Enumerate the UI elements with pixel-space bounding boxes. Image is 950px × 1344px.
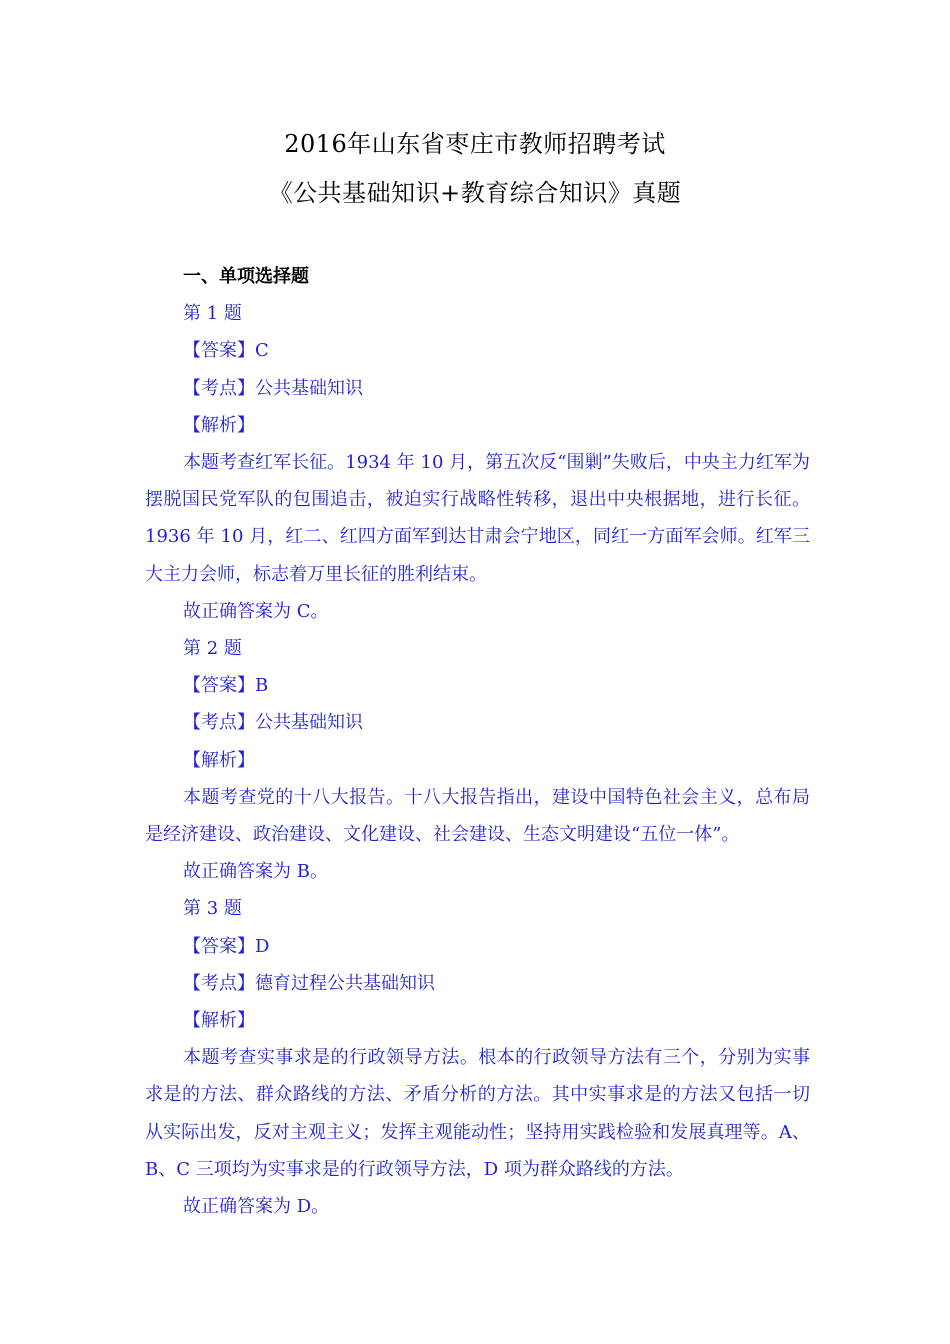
section-heading: 一、单项选择题 (183, 266, 309, 287)
question-conclusion: 故正确答案为 C。 (183, 600, 329, 622)
question-number: 第 3 题 (183, 898, 242, 920)
question-analysis-text: 本题考查红军长征。1934 年 10 月，第五次反“围剿”失败后，中央主力红军为摆脱国民党军队的包围追击，被迫实行战略性转移，退出中央根据地，进行长征。1936 年 10 月，红二、红四方面军到达甘肃会宁地区，同红一方面军会师。红军三大主力会师，标志着万里长征的胜利结束。 (145, 452, 810, 585)
document-body (145, 258, 810, 1225)
question-analysis-text: 本题考查实事求是的行政领导方法。根本的行政领导方法有三个，分别为实事求是的方法、群众路线的方法、矛盾分析的方法。其中实事求是的方法又包括一切从实际出发，反对主观主义；发挥主观能动性；坚持用实践检验和发展真理等。A、B、C 三项均为实事求是的行政领导方法，D 项为群众路线的方法。 (145, 1047, 810, 1180)
question-analysis-label: 【解析】 (183, 1010, 255, 1032)
question-block-3 (145, 890, 810, 1225)
question-topic: 【考点】公共基础知识 (183, 377, 363, 399)
question-number: 第 2 题 (183, 638, 242, 660)
question-answer: 【答案】B (183, 675, 269, 697)
question-topic: 【考点】德育过程公共基础知识 (183, 972, 435, 994)
document-title-line1: 2016年山东省枣庄市教师招聘考试 (284, 130, 666, 158)
question-analysis-label: 【解析】 (183, 749, 255, 771)
document-title-line2: 《公共基础知识+教育综合知识》真题 (268, 179, 682, 207)
question-conclusion: 故正确答案为 B。 (183, 861, 328, 883)
question-topic: 【考点】公共基础知识 (183, 712, 363, 734)
question-number: 第 1 题 (183, 303, 242, 325)
question-analysis-label: 【解析】 (183, 414, 255, 436)
question-conclusion: 故正确答案为 D。 (183, 1196, 330, 1218)
question-block-1 (145, 295, 810, 630)
question-answer: 【答案】C (183, 340, 269, 362)
question-block-2 (145, 630, 810, 890)
question-answer: 【答案】D (183, 935, 270, 957)
question-analysis-text: 本题考查党的十八大报告。十八大报告指出，建设中国特色社会主义，总布局是经济建设、政治建设、文化建设、社会建设、生态文明建设“五位一体”。 (145, 786, 810, 846)
